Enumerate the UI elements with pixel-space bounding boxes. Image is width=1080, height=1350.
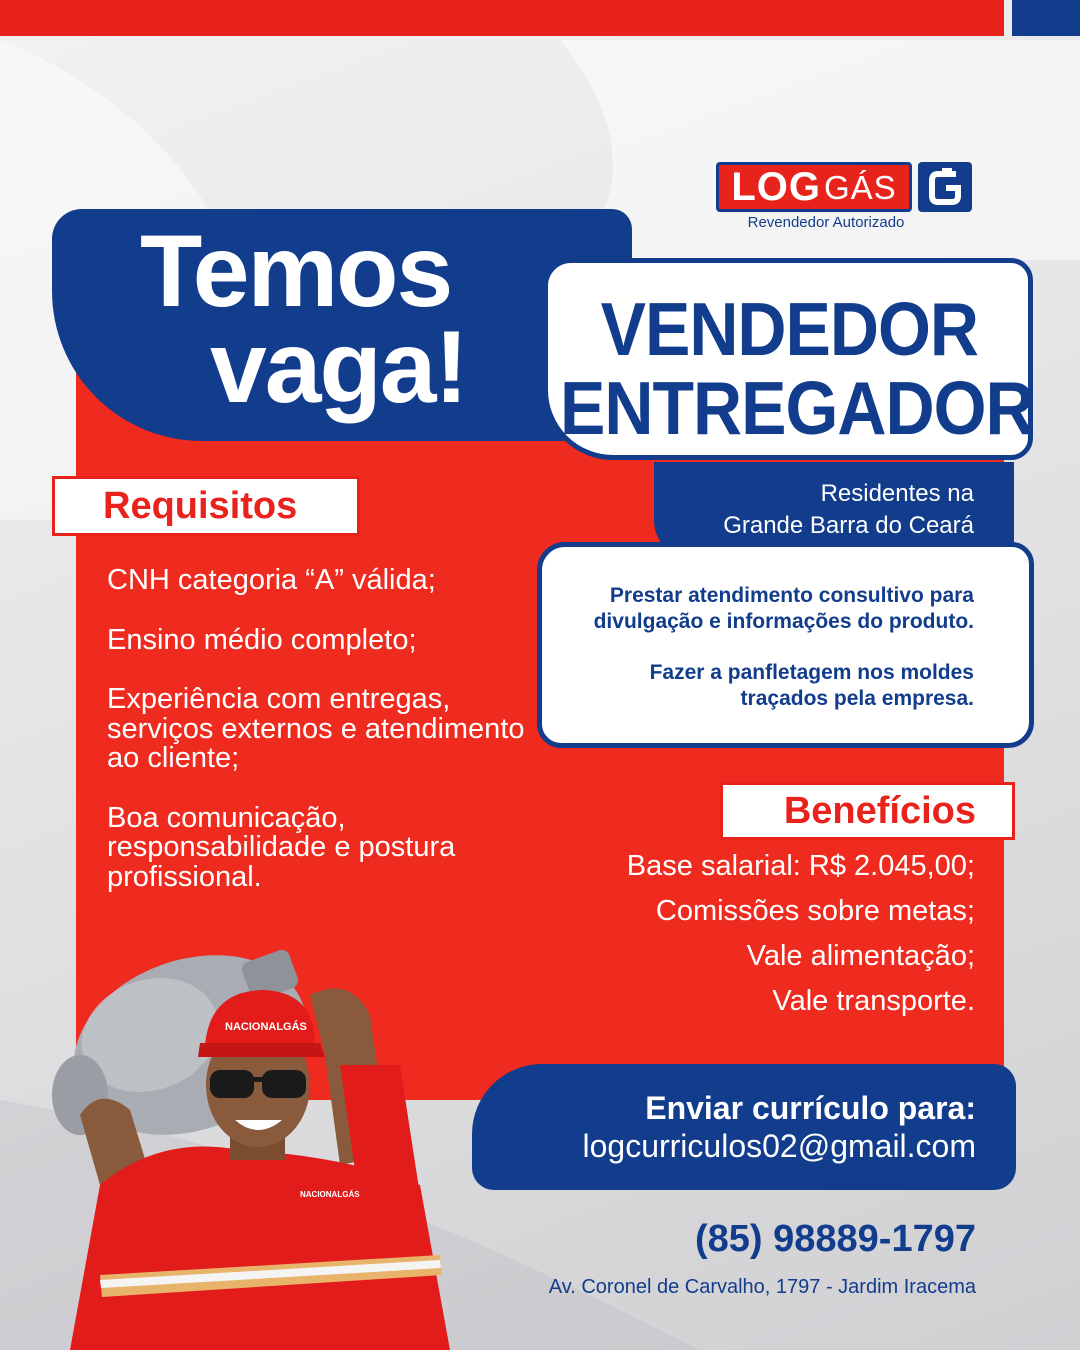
logo-subtitle: Revendedor Autorizado: [747, 214, 905, 231]
location-line-1: Residentes na: [820, 480, 974, 507]
duty-item: Prestar atendimento consultivo para divulgação e informações do produto.: [593, 584, 974, 634]
top-bar-red: [0, 0, 1004, 36]
requirements-list: [107, 566, 527, 923]
phone-number[interactable]: (85) 98889-1797: [695, 1218, 976, 1260]
gas-cylinder-logo-icon: [918, 162, 972, 212]
benefit-item: Vale transporte.: [772, 985, 975, 1017]
send-cv-title: Enviar currículo para:: [645, 1090, 976, 1126]
logo-text-bold: LOG: [731, 165, 821, 209]
headline-title: [140, 214, 520, 424]
send-cv-box: [472, 1064, 1016, 1190]
shirt-logo-text: NACIONALGÁS: [300, 1190, 360, 1199]
benefits-list: [580, 852, 975, 1032]
cap-logo-text: NACIONALGÁS: [225, 1021, 307, 1033]
brand-logo: [716, 162, 976, 234]
job-title-line-2: ENTREGADOR: [560, 367, 1034, 451]
requirement-item: CNH categoria “A” válida;: [107, 564, 436, 596]
requirement-item: Experiência com entregas, serviços externos e atendimento ao cliente;: [107, 683, 525, 775]
requirements-label: Requisitos: [52, 476, 360, 536]
duties-card: [537, 542, 1034, 748]
logo-wordmark: [716, 162, 912, 212]
email-link[interactable]: logcurriculos02@gmail.com: [582, 1127, 976, 1164]
location-line-2: Grande Barra do Ceará: [723, 512, 974, 540]
benefit-item: Base salarial: R$ 2.045,00;: [626, 850, 975, 882]
address: Av. Coronel de Carvalho, 1797 - Jardim Iracema: [548, 1276, 976, 1298]
job-title-line-1: VENDEDOR: [600, 287, 978, 372]
benefit-item: Vale alimentação;: [746, 940, 975, 972]
benefits-label: Benefícios: [720, 782, 1015, 840]
headline-line-1: Temos: [140, 214, 452, 328]
requirement-item: Boa comunicação, responsabilidade e postura profissional.: [107, 801, 456, 894]
logo-text-light: GÁS: [823, 168, 897, 206]
worker-carrying-gas-cylinder-photo: [40, 935, 480, 1350]
job-title: [560, 287, 1034, 451]
top-bar-blue: [1012, 0, 1080, 36]
duty-item: Fazer a panfletagem nos moldes traçados pela empresa.: [649, 660, 974, 711]
requirement-item: Ensino médio completo;: [107, 623, 417, 656]
benefit-item: Comissões sobre metas;: [655, 895, 975, 927]
headline-line-2: vaga!: [210, 309, 467, 424]
